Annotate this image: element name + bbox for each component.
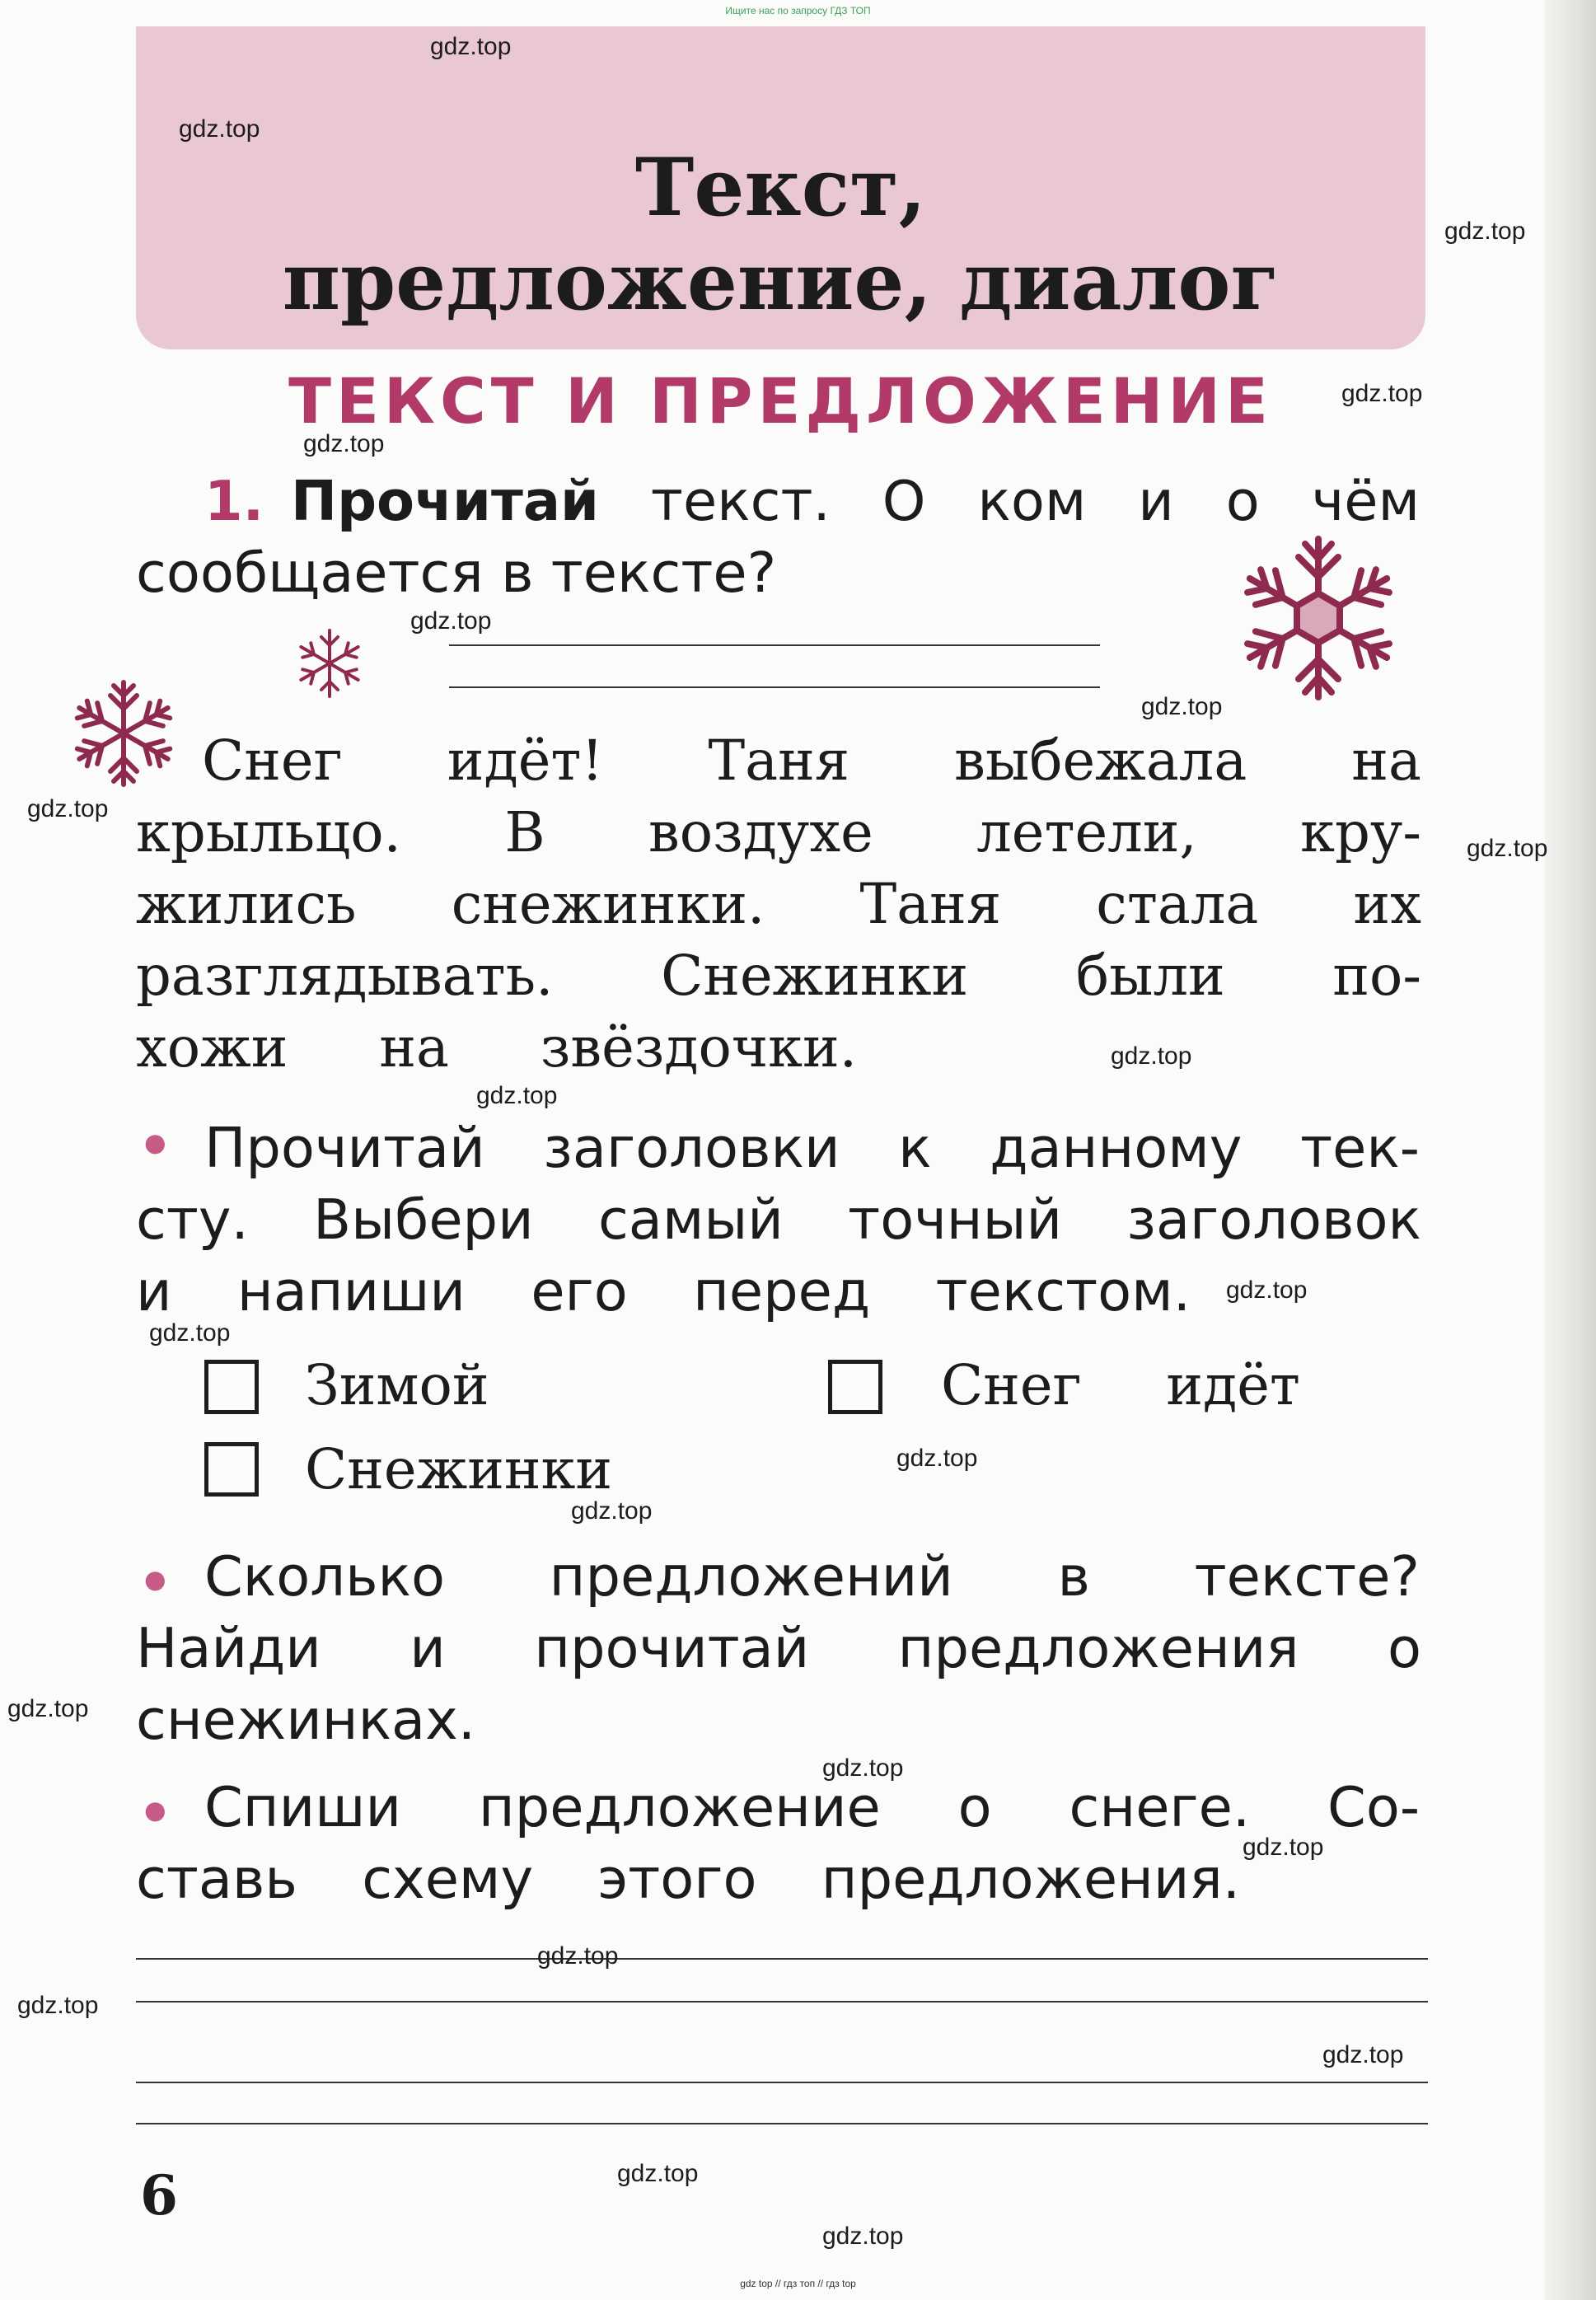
watermark: gdz.top: [1341, 380, 1423, 407]
exercise-question-line2: сообщается в тексте?: [136, 541, 777, 605]
exercise-number: 1.: [204, 469, 264, 533]
option-checkbox-snezhinki[interactable]: [204, 1442, 259, 1497]
snowflake-icon-small: [293, 626, 367, 700]
task-line: Сколько предложений в тексте?: [204, 1544, 1420, 1609]
task-line: Найди и прочитай предложения о: [136, 1616, 1421, 1680]
watermark: gdz.top: [537, 1942, 619, 1970]
watermark: gdz.top: [410, 607, 492, 635]
watermark: gdz.top: [617, 2160, 699, 2187]
task-line: сту. Выбери самый точный заголовок: [136, 1187, 1421, 1252]
page-spine-shadow: [1545, 0, 1596, 2300]
option-checkbox-sneg-idet[interactable]: [828, 1360, 882, 1414]
option-label: Снег идёт: [941, 1353, 1300, 1417]
story-line: жились снежинки. Таня стала их: [136, 872, 1421, 936]
writing-line[interactable]: [136, 1958, 1428, 1960]
option-checkbox-zimoy[interactable]: [204, 1360, 259, 1414]
watermark: gdz.top: [1322, 2041, 1404, 2068]
watermark: gdz.top: [571, 1497, 653, 1525]
task-line: и напиши его перед текстом.: [136, 1259, 1191, 1323]
footer-note: gdz top // гдз топ // гдз top: [740, 2278, 856, 2289]
task-line: ставь схему этого предложения.: [136, 1847, 1240, 1911]
watermark: gdz.top: [7, 1695, 89, 1722]
bullet-icon: ●: [142, 1554, 169, 1604]
watermark: gdz.top: [430, 33, 512, 60]
writing-line[interactable]: [136, 2123, 1428, 2124]
page-title-line2: предложение, диалог: [282, 235, 1280, 328]
watermark: gdz.top: [822, 2223, 904, 2250]
option-label: Зимой: [305, 1353, 489, 1417]
story-line: разглядывать. Снежинки были по-: [136, 944, 1421, 1008]
watermark: gdz.top: [149, 1319, 231, 1347]
watermark: gdz.top: [303, 430, 385, 457]
watermark: gdz.top: [1444, 218, 1526, 245]
watermark: gdz.top: [1243, 1834, 1324, 1861]
watermark: gdz.top: [896, 1445, 978, 1472]
option-label: Снежинки: [305, 1437, 613, 1501]
answer-line[interactable]: [449, 686, 1100, 688]
exercise-question-line1: [204, 466, 1420, 537]
task-line: Прочитай заголовки к данному тек-: [204, 1116, 1420, 1180]
watermark: gdz.top: [17, 1992, 99, 2019]
watermark: gdz.top: [1467, 835, 1548, 862]
top-note: Ищите нас по запросу ГДЗ ТОП: [725, 5, 871, 16]
exercise-question-rest: текст. О ком и о чём: [650, 469, 1420, 533]
writing-line[interactable]: [136, 2082, 1428, 2083]
watermark: gdz.top: [1141, 693, 1223, 720]
task-line: снежинках.: [136, 1688, 476, 1752]
snowflake-icon-large: [1224, 532, 1413, 705]
answer-line[interactable]: [449, 644, 1100, 646]
bullet-icon: ●: [142, 1117, 169, 1167]
watermark: gdz.top: [1111, 1042, 1192, 1070]
story-line: крыльцо. В воздухе летели, кру-: [136, 800, 1421, 864]
story-line: Снег идёт! Таня выбежала на: [202, 728, 1421, 793]
exercise-lead: Прочитай: [291, 469, 599, 533]
story-line: хожи на звёздочки.: [136, 1015, 857, 1080]
watermark: gdz.top: [822, 1754, 904, 1782]
watermark: gdz.top: [476, 1082, 558, 1109]
section-title: ТЕКСТ И ПРЕДЛОЖЕНИЕ: [288, 364, 1273, 438]
watermark: gdz.top: [179, 115, 260, 143]
task-line: Спиши предложение о снеге. Со-: [204, 1775, 1420, 1839]
watermark: gdz.top: [27, 795, 109, 822]
bullet-icon: ●: [142, 1785, 169, 1834]
page-number: 6: [140, 2163, 178, 2227]
page-title-line1: Текст,: [634, 141, 927, 234]
snowflake-icon-medium: [66, 676, 181, 791]
watermark: gdz.top: [1226, 1276, 1308, 1304]
writing-line[interactable]: [136, 2001, 1428, 2003]
